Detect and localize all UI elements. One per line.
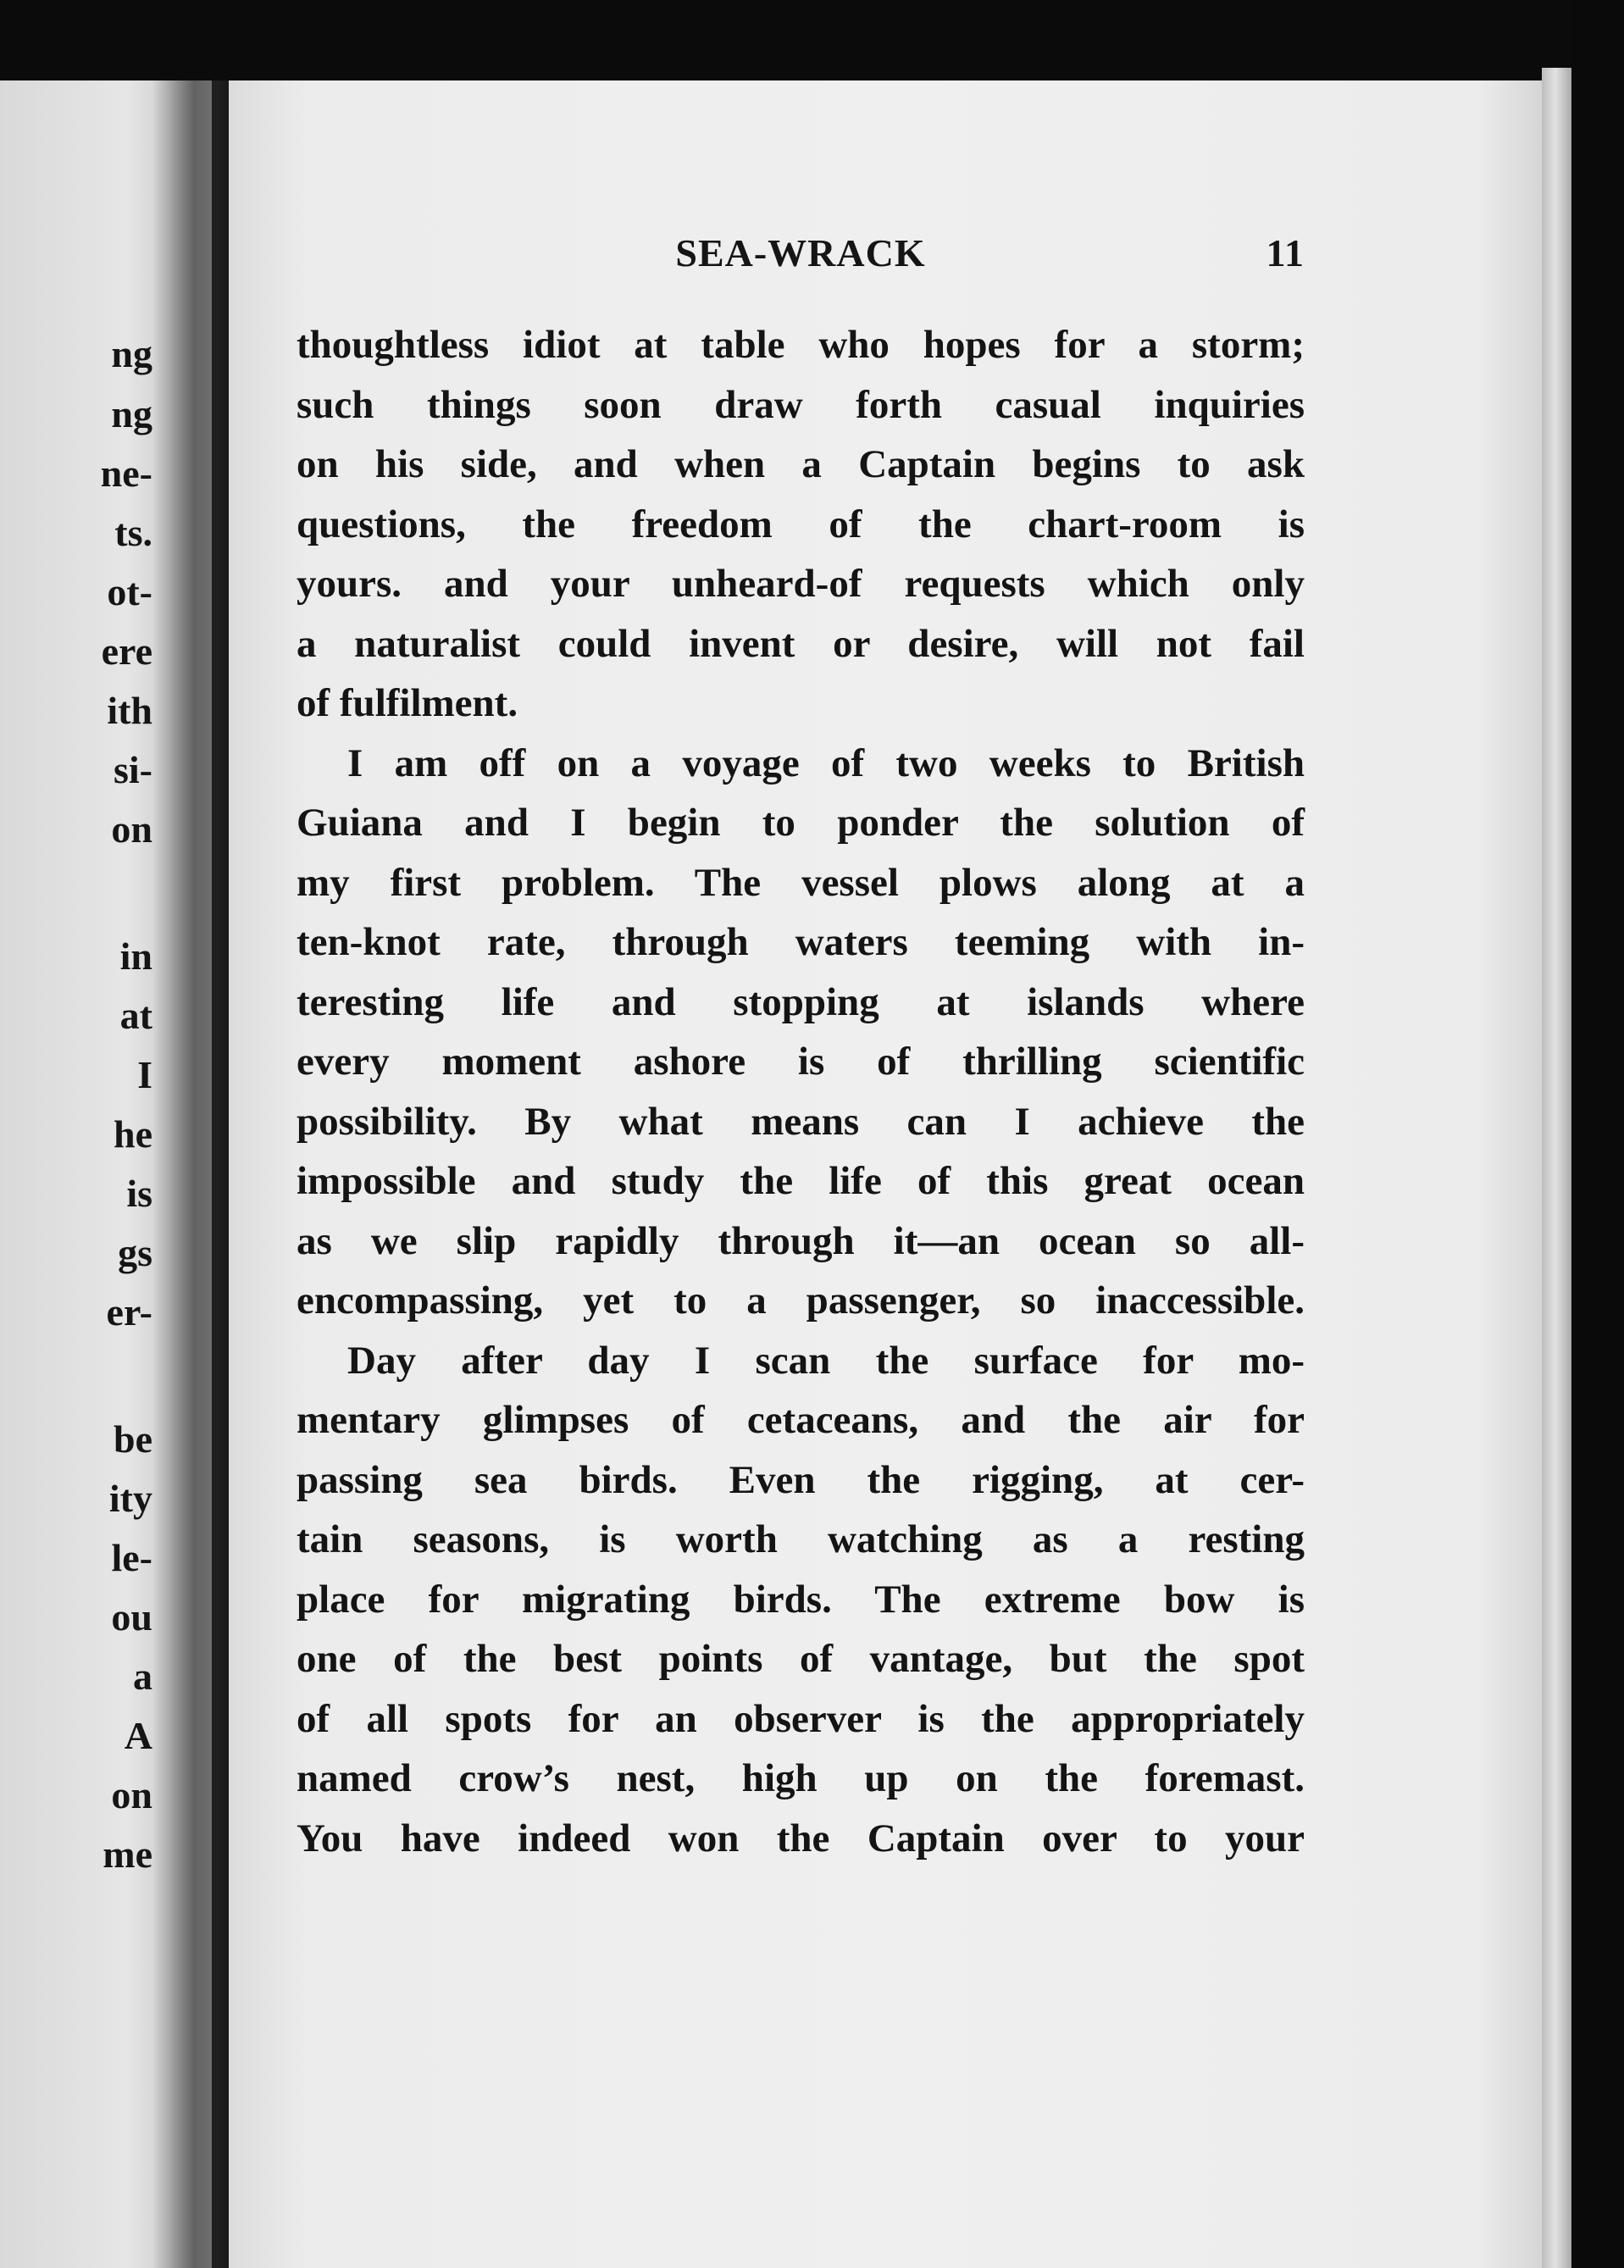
text-line: Guiana and I begin to ponder the solution of (297, 801, 1305, 845)
text-line: one of the best points of vantage, but the spot (297, 1637, 1305, 1681)
left-page-fragment: ng (111, 332, 152, 375)
text-line: Day after day I scan the surface for mo- (347, 1338, 1305, 1383)
left-page-fragment: me (103, 1833, 152, 1876)
text-line: You have indeed won the Captain over to your (297, 1816, 1305, 1860)
text-line: ten-knot rate, through waters teeming with in- (297, 920, 1305, 964)
left-page-fragment: ot- (107, 570, 152, 613)
left-page-fragment: on (111, 1773, 152, 1816)
text-line: of all spots for an observer is the appropriately (297, 1696, 1305, 1741)
left-page-fragment: ere (101, 629, 152, 673)
left-page-fragment: si- (114, 748, 152, 791)
running-head-title: SEA-WRACK (675, 231, 926, 274)
left-page-fragment: is (126, 1172, 152, 1215)
left-page-fragment: a (133, 1655, 152, 1698)
left-page-fragment: ne- (100, 452, 152, 495)
text-line: my first problem. The vessel plows along at a (297, 860, 1305, 905)
left-page-fragment: I (137, 1053, 152, 1096)
text-line: encompassing, yet to a passenger, so inaccessible. (297, 1278, 1305, 1323)
text-line: passing sea birds. Even the rigging, at cer- (297, 1457, 1305, 1502)
left-page-fragment: le- (111, 1536, 152, 1579)
left-page-fragment: er- (106, 1290, 152, 1334)
left-page-fragment: ity (108, 1477, 152, 1520)
left-page-fragment: be (114, 1417, 152, 1461)
text-line: questions, the freedom of the chart-room is (297, 502, 1305, 546)
text-line: place for migrating birds. The extreme bow is (297, 1577, 1305, 1622)
text-line: named crow’s nest, high up on the foremast. (297, 1756, 1305, 1800)
text-line: mentary glimpses of cetaceans, and the air for (297, 1398, 1305, 1442)
text-line: impossible and study the life of this great ocean (297, 1159, 1305, 1203)
text-line: teresting life and stopping at islands where (297, 979, 1305, 1024)
text-line: possibility. By what means can I achieve the (297, 1099, 1305, 1144)
left-page-fragment: A (124, 1714, 152, 1757)
text-line: on his side, and when a Captain begins to ask (297, 442, 1305, 486)
running-head (297, 230, 1305, 281)
body-text (297, 315, 1305, 1868)
text-line: tain seasons, is worth watching as a resting (297, 1517, 1305, 1561)
left-page-fragment: in (119, 934, 152, 978)
left-page-fragment: gs (118, 1231, 152, 1274)
scan-border (1571, 0, 1624, 2268)
left-page-fragment: at (119, 994, 152, 1037)
text-line: as we slip rapidly through it—an ocean so all- (297, 1218, 1305, 1263)
page-number: 11 (1266, 231, 1305, 274)
left-page-fragment: ts. (114, 511, 152, 554)
text-line: such things soon draw forth casual inquiries (297, 382, 1305, 427)
text-line: yours. and your unheard-of requests which only (297, 562, 1305, 606)
left-page-fragment: he (114, 1112, 152, 1156)
text-line: of fulfilment. (297, 681, 518, 725)
left-page-fragment: on (111, 807, 152, 851)
page-edge (1542, 68, 1576, 2268)
left-page-fragment: ng (111, 392, 152, 435)
text-line: thoughtless idiot at table who hopes for a storm; (297, 323, 1305, 367)
left-page-fragment: ou (111, 1595, 152, 1639)
text-line: a naturalist could invent or desire, will not fail (297, 621, 1305, 666)
text-line: I am off on a voyage of two weeks to British (347, 740, 1305, 785)
left-page-fragment: ith (107, 689, 152, 732)
text-line: every moment ashore is of thrilling scientific (297, 1040, 1305, 1084)
